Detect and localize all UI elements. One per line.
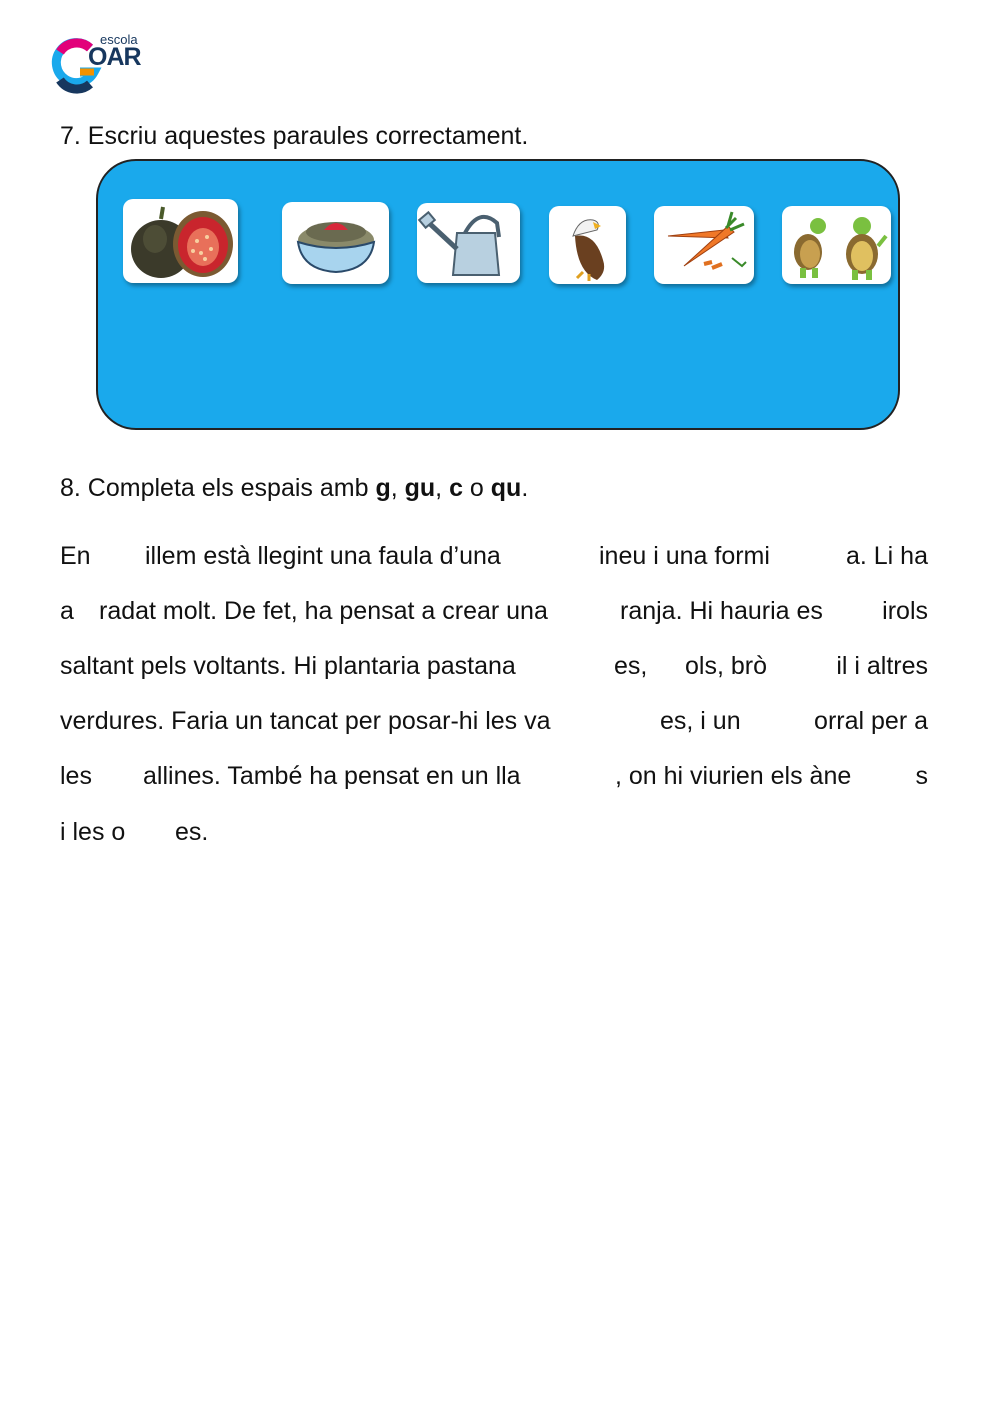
title-option-g: g xyxy=(375,474,391,502)
figs-icon xyxy=(123,199,238,283)
text-segment: illem està llegint una faula d’una xyxy=(145,542,501,570)
title-separator: , xyxy=(390,474,405,502)
eagle-icon xyxy=(549,206,626,284)
text-segment: ranja. Hi hauria es xyxy=(620,597,823,625)
text-segment: saltant pels voltants. Hi plantaria pastana xyxy=(60,652,516,680)
title-text: 8. Completa els espais amb xyxy=(60,474,376,502)
text-segment: verdures. Faria un tancat per posar-hi les va xyxy=(60,707,551,735)
text-segment: ineu i una formi xyxy=(599,542,770,570)
text-segment: allines. També ha pensat en un lla xyxy=(143,762,521,790)
logo-oar-text: OAR xyxy=(88,43,141,71)
text-segment: ols, brò xyxy=(685,652,767,680)
watering-can-icon xyxy=(417,203,520,283)
text-segment: , on hi viurien els àne xyxy=(615,762,852,790)
figs-card xyxy=(123,199,238,283)
title-separator: , xyxy=(435,474,450,502)
carrots-icon xyxy=(654,206,754,284)
school-logo xyxy=(50,32,170,102)
eagle-card xyxy=(549,206,626,284)
text-segment: irols xyxy=(882,597,928,625)
turtles-icon xyxy=(782,206,891,284)
text-segment: les xyxy=(60,762,92,790)
pasta-bowl-icon xyxy=(282,202,389,284)
text-segment: radat molt. De fet, ha pensat a crear una xyxy=(99,597,548,625)
text-line-3 xyxy=(60,652,928,686)
text-line-2 xyxy=(60,597,928,631)
text-line-1 xyxy=(60,542,928,576)
title-separator: o xyxy=(462,474,491,502)
logo-escola-text: escola xyxy=(100,32,138,47)
turtles-card xyxy=(782,206,891,284)
exercise-7-title: 7. Escriu aquestes paraules correctament. xyxy=(60,122,529,150)
text-segment: En xyxy=(60,542,91,570)
carrots-card xyxy=(654,206,754,284)
text-segment: il i altres xyxy=(836,652,928,680)
title-option-c: c xyxy=(449,474,463,502)
text-segment: a. Li ha xyxy=(845,542,928,570)
text-segment: a xyxy=(60,597,74,625)
pasta-card xyxy=(282,202,389,284)
exercise-8-title xyxy=(60,474,528,503)
title-option-gu: gu xyxy=(404,474,436,502)
text-segment: orral per a xyxy=(814,707,928,735)
title-end: . xyxy=(521,474,529,502)
text-line-6 xyxy=(60,818,928,852)
text-segment: i les o xyxy=(60,818,126,846)
title-option-qu: qu xyxy=(490,474,522,502)
answer-panel xyxy=(96,159,900,430)
text-segment: s xyxy=(915,762,928,790)
text-line-4 xyxy=(60,707,928,741)
text-segment: es. xyxy=(175,818,209,846)
text-line-5 xyxy=(60,762,928,796)
text-segment: es, i un xyxy=(660,707,741,735)
text-segment: es, xyxy=(614,652,648,680)
watering-can-card xyxy=(417,203,520,283)
